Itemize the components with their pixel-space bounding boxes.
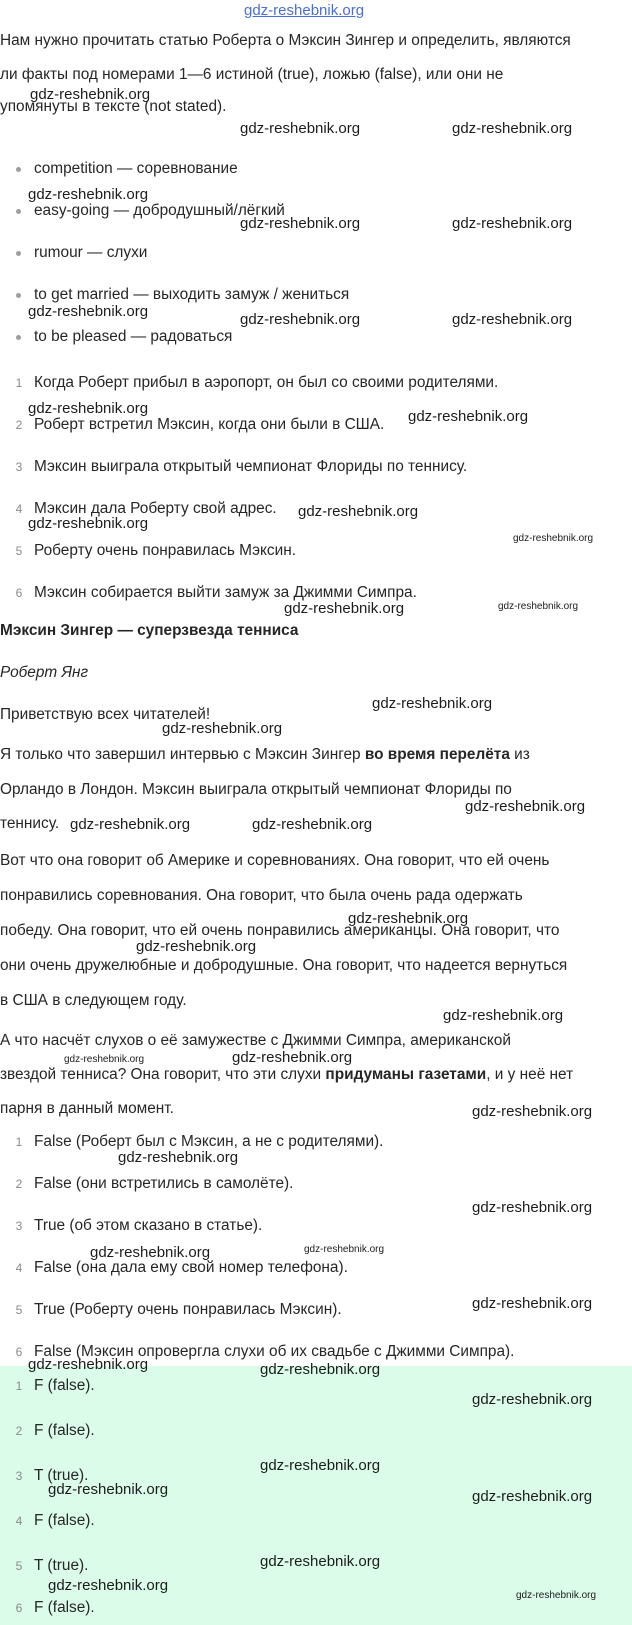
article-p2-line1: Вот что она говорит об Америке и соревнованиях. Она говорит, что ей очень [0,852,550,869]
short-answer-text: F (false). [34,1599,95,1616]
watermark: gdz-reshebnik.org [64,1054,145,1065]
watermark: gdz-reshebnik.org [240,311,361,328]
watermark: gdz-reshebnik.org [28,186,149,203]
short-answer-text: T (true). [34,1557,89,1574]
list-number: 6 [15,1601,23,1615]
answer-text: False (Роберт был с Мэксин, а не с родителями). [34,1133,384,1150]
watermark: gdz-reshebnik.org [260,1457,381,1474]
article-bold-text: во время перелёта [364,746,510,763]
article-bold-text: придуманы газетами [325,1066,487,1083]
watermark: gdz-reshebnik.org [348,910,469,927]
answer-text: False (она дала ему свой номер телефона). [34,1259,348,1276]
watermark: gdz-reshebnik.org [472,1295,593,1312]
watermark: gdz-reshebnik.org [443,1007,564,1024]
watermark: gdz-reshebnik.org [472,1488,593,1505]
watermark: gdz-reshebnik.org [452,215,573,232]
watermark: gdz-reshebnik.org [48,1481,169,1498]
list-number: 1 [15,1135,23,1149]
watermark: gdz-reshebnik.org [498,601,579,612]
article-greeting: Приветствую всех читателей! [0,706,211,723]
bullet-icon [16,293,21,298]
list-number: 3 [15,1469,23,1483]
list-number: 3 [15,1219,23,1233]
watermark: gdz-reshebnik.org [118,1149,239,1166]
list-number: 1 [15,1379,23,1393]
watermark: gdz-reshebnik.org [48,1577,169,1594]
top-watermark: gdz-reshebnik.org [244,2,365,19]
watermark: gdz-reshebnik.org [260,1361,381,1378]
answer-text: False (они встретились в самолёте). [34,1175,294,1192]
article-p1-line3: теннису. [0,815,60,832]
bullet-icon [16,335,21,340]
bullet-icon [16,209,21,214]
article-author: Роберт Янг [0,664,89,681]
watermark: gdz-reshebnik.org [136,938,257,955]
answer-text: True (об этом сказано в статье). [34,1217,263,1234]
watermark: gdz-reshebnik.org [372,695,493,712]
list-number: 3 [15,460,23,474]
list-number: 4 [15,502,23,516]
vocab-text: to be pleased — радоваться [34,328,233,345]
watermark: gdz-reshebnik.org [472,1103,593,1120]
list-number: 4 [15,1261,23,1275]
statement-text: Мэксин дала Роберту свой адрес. [34,500,277,517]
watermark: gdz-reshebnik.org [452,311,573,328]
watermark: gdz-reshebnik.org [472,1199,593,1216]
bullet-icon [16,251,21,256]
watermark: gdz-reshebnik.org [465,798,586,815]
article-p2-line5: в США в следующем году. [0,992,187,1009]
statement-text: Мэксин выиграла открытый чемпионат Флориды по теннису. [34,458,468,475]
watermark: gdz-reshebnik.org [516,1590,597,1601]
answer-text: True (Роберту очень понравилась Мэксин). [34,1301,342,1318]
list-number: 1 [15,376,23,390]
watermark: gdz-reshebnik.org [28,303,149,320]
article-p2-line3: победу. Она говорит, что ей очень понравились американцы. Она говорит, что [0,922,560,939]
statement-text: Когда Роберт прибыл в аэропорт, он был со своими родителями. [34,374,499,391]
intro-line-1: Нам нужно прочитать статью Роберта о Мэксин Зингер и определить, являются [0,32,571,49]
list-number: 5 [15,1559,23,1573]
short-answer-text: F (false). [34,1377,95,1394]
watermark: gdz-reshebnik.org [240,120,361,137]
short-answer-text: F (false). [34,1422,95,1439]
watermark: gdz-reshebnik.org [90,1244,211,1261]
list-number: 5 [15,544,23,558]
watermark: gdz-reshebnik.org [30,86,151,103]
watermark: gdz-reshebnik.org [513,533,594,544]
article-text: из [509,746,530,763]
list-number: 4 [15,1514,23,1528]
vocab-text: competition — соревнование [34,160,238,177]
article-text: , и у неё нет [486,1066,574,1083]
vocab-text: easy-going — добродушный/лёгкий [34,202,285,219]
intro-line-3: упомянуты в тексте (not stated). [0,98,227,115]
article-p3-line2 [0,1066,573,1084]
watermark: gdz-reshebnik.org [304,1244,385,1255]
short-answer-text: F (false). [34,1512,95,1529]
answer-text: False (Мэксин опровергла слухи об их свадьбе с Джимми Симпра). [34,1343,515,1360]
watermark: gdz-reshebnik.org [28,400,149,417]
watermark: gdz-reshebnik.org [298,503,419,520]
statement-text: Роберту очень понравилась Мэксин. [34,542,296,559]
watermark: gdz-reshebnik.org [472,1391,593,1408]
watermark: gdz-reshebnik.org [408,408,529,425]
list-number: 2 [15,1177,23,1191]
watermark: gdz-reshebnik.org [70,816,191,833]
statement-text: Мэксин собирается выйти замуж за Джимми Симпра. [34,584,417,601]
vocab-text: rumour — слухи [34,244,148,261]
list-number: 2 [15,418,23,432]
statement-text: Роберт встретил Мэксин, когда они были в США. [34,416,385,433]
watermark: gdz-reshebnik.org [252,816,373,833]
article-title: Мэксин Зингер — суперзвезда тенниса [0,622,299,639]
list-number: 6 [15,586,23,600]
watermark: gdz-reshebnik.org [28,515,149,532]
vocab-text: to get married — выходить замуж / жениться [34,286,350,303]
list-number: 2 [15,1424,23,1438]
article-text: Я только что завершил интервью с Мэксин Зингер [0,746,365,763]
article-p3-line1: А что насчёт слухов о её замужестве с Джимми Симпра, американской [0,1032,511,1049]
article-p2-line2: понравились соревнования. Она говорит, что была очень рада одержать [0,887,523,904]
watermark: gdz-reshebnik.org [240,215,361,232]
watermark: gdz-reshebnik.org [232,1049,353,1066]
watermark: gdz-reshebnik.org [260,1553,381,1570]
article-p1-line1 [0,746,530,764]
article-p3-line3: парня в данный момент. [0,1100,174,1117]
article-text: звездой тенниса? Она говорит, что эти слухи [0,1066,326,1083]
watermark: gdz-reshebnik.org [284,600,405,617]
watermark: gdz-reshebnik.org [452,120,573,137]
watermark: gdz-reshebnik.org [28,1356,149,1373]
article-p1-line2: Орландо в Лондон. Мэксин выиграла открытый чемпионат Флориды по [0,781,512,798]
bullet-icon [16,167,21,172]
intro-line-2: ли факты под номерами 1—6 истиной (true), ложью (false), или они не [0,66,504,83]
list-number: 5 [15,1303,23,1317]
article-p2-line4: они очень дружелюбные и добродушные. Она говорит, что надеется вернуться [0,957,568,974]
watermark: gdz-reshebnik.org [162,720,283,737]
list-number: 6 [15,1345,23,1359]
short-answer-text: T (true). [34,1467,89,1484]
